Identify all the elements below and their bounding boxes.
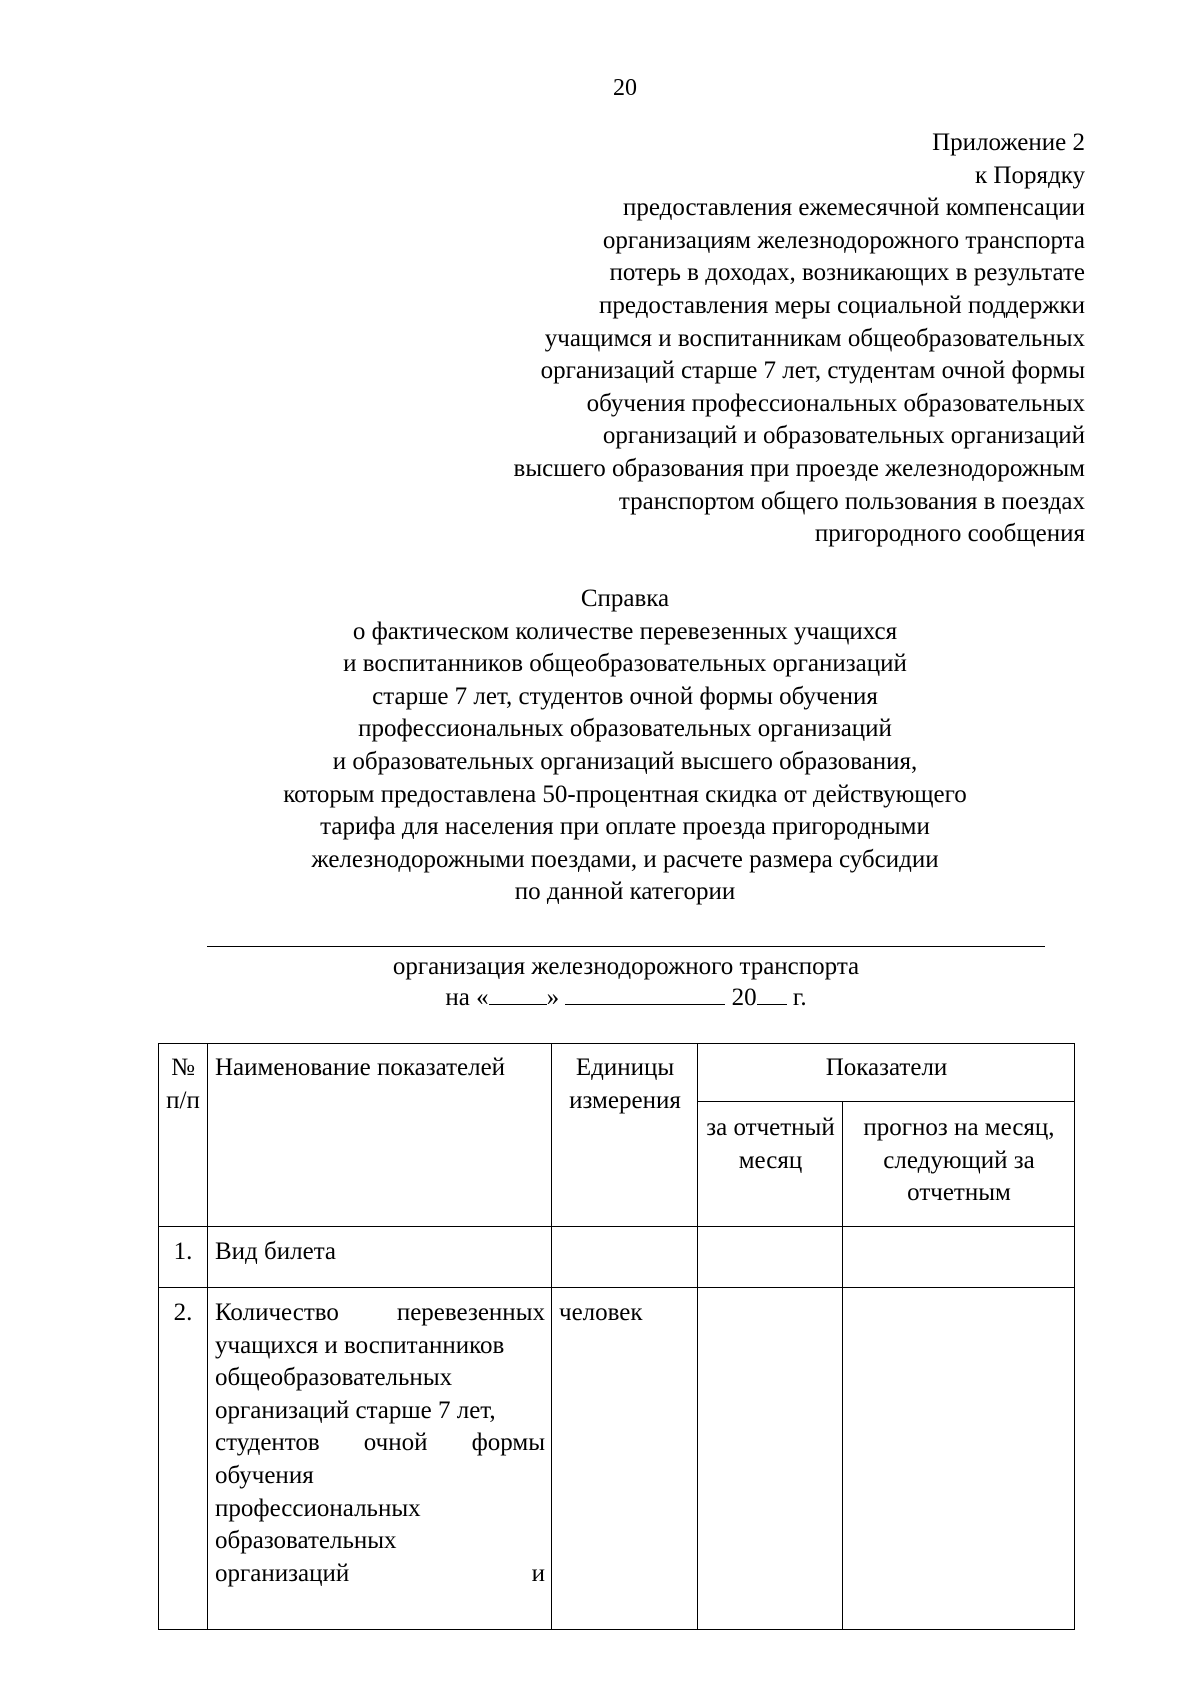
title-line: профессиональных образовательных организаций	[358, 715, 892, 743]
title-line: о фактическом количестве перевезенных учащихся	[352, 617, 898, 645]
title-line: тарифа для населения при оплате проезда пригородными	[320, 813, 930, 841]
row-name-line: обучения	[215, 1461, 314, 1489]
row-name-line: организаций и	[215, 1559, 545, 1587]
appendix-line: предоставления меры социальной поддержки	[599, 291, 1085, 319]
row-reported-value	[698, 1288, 843, 1630]
title-line: Справка	[580, 585, 670, 612]
row-name	[208, 1288, 552, 1630]
date-year-prefix: 20	[731, 984, 757, 1011]
row-name: Вид билета	[208, 1227, 552, 1288]
row-reported-value	[698, 1227, 843, 1288]
row-unit	[552, 1227, 698, 1288]
appendix-line: организаций старше 7 лет, студентам очной формы	[540, 357, 1085, 385]
document-title	[160, 583, 1090, 909]
title-line: по данной категории	[514, 878, 736, 906]
title-line: железнодорожными поездами, и расчете размера субсидии	[311, 845, 939, 873]
appendix-line: предоставления ежемесячной компенсации	[622, 194, 1085, 222]
row-name-line: учащихся и воспитанников	[215, 1331, 505, 1359]
row-name-line: образовательных	[215, 1527, 397, 1555]
appendix-reference	[385, 127, 1085, 551]
page-number: 20	[613, 75, 637, 101]
appendix-line: потерь в доходах, возникающих в результате	[609, 259, 1085, 287]
date-line	[207, 982, 1045, 1014]
title-line: которым предоставлена 50-процентная скидка от действующего	[283, 780, 967, 808]
row-name-line: Количество перевезенных	[215, 1299, 545, 1326]
appendix-line: транспортом общего пользования в поездах	[618, 487, 1085, 515]
row-number: 2.	[159, 1288, 208, 1630]
row-forecast-value	[843, 1227, 1075, 1288]
table-row	[159, 1227, 1075, 1288]
year-blank	[757, 982, 787, 1005]
appendix-line: высшего образования при проезде железнодорожным	[513, 454, 1085, 482]
row-unit: человек	[552, 1288, 698, 1630]
header-forecast-month: прогноз на месяц, следующий за отчетным	[843, 1102, 1075, 1227]
row-name-line: общеобразовательных	[215, 1364, 453, 1392]
indicators-table	[158, 1043, 1075, 1630]
appendix-line: обучения профессиональных образовательных	[586, 389, 1085, 417]
table-header-row	[159, 1044, 1075, 1102]
month-blank	[565, 982, 725, 1005]
appendix-line: организациям железнодорожного транспорта	[602, 226, 1085, 254]
date-suffix: г.	[792, 984, 807, 1011]
organization-caption: организация железнодорожного транспорта	[392, 953, 860, 980]
row-name-line: организаций старше 7 лет,	[215, 1396, 496, 1424]
row-name-line: студентов очной формы	[215, 1429, 545, 1457]
date-prefix: на «	[445, 984, 489, 1011]
appendix-line: к Порядку	[975, 161, 1085, 189]
row-number: 1.	[159, 1227, 208, 1288]
organization-blank-line	[207, 946, 1045, 947]
row-name-line: профессиональных	[215, 1494, 421, 1522]
appendix-line: учащимся и воспитанникам общеобразовательных	[544, 324, 1085, 352]
date-day-close: »	[546, 984, 560, 1011]
table-row	[159, 1288, 1075, 1630]
title-line: и образовательных организаций высшего образования,	[332, 747, 918, 775]
appendix-line: Приложение 2	[932, 129, 1085, 156]
row-forecast-value	[843, 1288, 1075, 1630]
day-blank	[489, 982, 547, 1005]
appendix-line: организаций и образовательных организаций	[602, 422, 1085, 450]
title-line: и воспитанников общеобразовательных организаций	[343, 650, 907, 678]
appendix-line: пригородного сообщения	[814, 520, 1085, 548]
header-name: Наименование показателей	[208, 1044, 552, 1227]
header-indicators: Показатели	[698, 1044, 1075, 1102]
header-unit: Единицы измерения	[552, 1044, 698, 1227]
title-line: старше 7 лет, студентов очной формы обучения	[372, 682, 878, 710]
header-reported-month: за отчетный месяц	[698, 1102, 843, 1227]
header-number: № п/п	[159, 1044, 208, 1227]
